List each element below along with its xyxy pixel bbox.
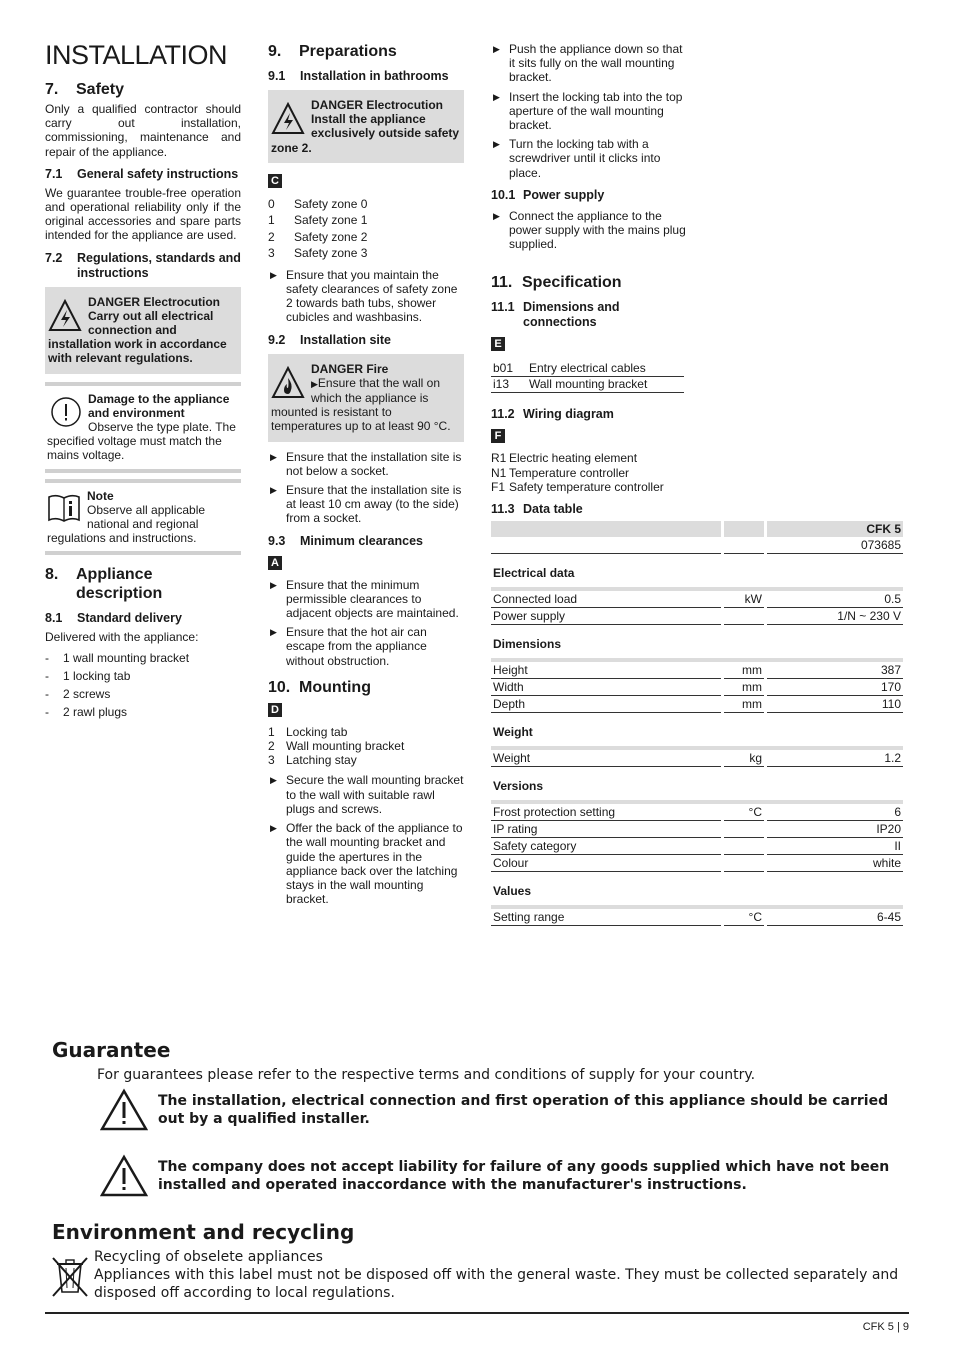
table-row bbox=[491, 909, 903, 926]
wiring-legend bbox=[491, 451, 686, 494]
dimensions-legend bbox=[491, 361, 684, 393]
danger-title: DANGER Electrocution bbox=[311, 98, 444, 112]
group-label: Electrical data bbox=[493, 566, 575, 581]
table-row bbox=[491, 679, 903, 696]
warning-row bbox=[52, 1158, 908, 1198]
row-value: 170 bbox=[767, 679, 903, 696]
list-item: F1 Safety temperature controller bbox=[491, 479, 664, 494]
section-10-1-heading: 10.1 Power supply bbox=[491, 187, 605, 202]
list-item: 2 Safety zone 2 bbox=[268, 229, 368, 244]
section-11-2-heading: 11.2 Wiring diagram bbox=[491, 407, 614, 422]
group-label: Weight bbox=[493, 725, 533, 740]
section-7-1-heading: 7.1 General safety instructions bbox=[45, 166, 239, 181]
list-item: ▶ Secure the wall mounting bracket to the wall with suitable rawl plugs and screws. bbox=[268, 773, 464, 816]
table-group-row bbox=[491, 767, 903, 796]
row-value: 110 bbox=[767, 696, 903, 713]
row-unit: kg bbox=[724, 750, 764, 767]
row-label: Colour bbox=[491, 855, 721, 872]
row-unit: mm bbox=[724, 696, 764, 713]
section-11-1-heading: 11.1 Dimensions and connections bbox=[491, 300, 620, 330]
group-divider bbox=[491, 654, 903, 662]
column-3 bbox=[491, 40, 901, 926]
table-row bbox=[491, 855, 903, 872]
row-label: Width bbox=[491, 679, 721, 696]
list-item: - 2 rawl plugs bbox=[45, 703, 241, 721]
warning-text: The company does not accept liability for failure of any goods supplied which have not been installed and operated inaccordance with the manufacturer's instructions. bbox=[158, 1159, 890, 1193]
danger-text: Carry out all electrical connection and installation work in accordance with relevant regulations. bbox=[48, 308, 227, 366]
note-text: Observe all applicable national and regional regulations and instructions. bbox=[47, 502, 206, 546]
group-divider bbox=[491, 742, 903, 750]
table-group-row bbox=[491, 554, 903, 583]
list-item: 3 Latching stay bbox=[268, 753, 357, 768]
recycling-block bbox=[52, 1248, 908, 1302]
danger-title: DANGER Electrocution bbox=[88, 294, 221, 309]
delivery-intro: Delivered with the appliance: bbox=[45, 630, 199, 645]
fire-warning-icon bbox=[271, 366, 305, 400]
data-table bbox=[488, 521, 906, 926]
row-label: Setting range bbox=[491, 909, 721, 926]
row-label: Depth bbox=[491, 696, 721, 713]
page-title: INSTALLATION bbox=[45, 40, 228, 70]
group-label: Versions bbox=[493, 779, 544, 794]
danger-electrocution-box bbox=[45, 287, 241, 374]
table-row bbox=[491, 696, 903, 713]
row-label: Weight bbox=[491, 750, 721, 767]
damage-box bbox=[45, 382, 241, 473]
list-item: ▶ Push the appliance down so that it sits fully on the wall mounting bracket. bbox=[491, 42, 686, 85]
row-label: Power supply bbox=[491, 608, 721, 625]
row-unit bbox=[724, 855, 764, 872]
section-9-1-heading: 9.1 Installation in bathrooms bbox=[268, 69, 449, 83]
page-footer: CFK 5 | 9 bbox=[862, 1321, 909, 1333]
table-header-row bbox=[491, 521, 903, 537]
warning-text: The installation, electrical connection and first operation of this appliance should be carried out by a qualified installer. bbox=[158, 1093, 889, 1127]
list-item: 1 Safety zone 1 bbox=[268, 213, 368, 228]
figure-tag-c: C bbox=[268, 174, 282, 188]
table-row bbox=[491, 804, 903, 821]
exclamation-circle-icon bbox=[50, 396, 82, 428]
list-item: 2 Wall mounting bracket bbox=[268, 739, 405, 754]
row-unit bbox=[724, 821, 764, 838]
section-11-3-heading: 11.3 Data table bbox=[491, 502, 583, 517]
danger-zone-box bbox=[268, 90, 464, 163]
danger-title: DANGER Fire bbox=[311, 361, 389, 376]
model-name: CFK 5 bbox=[767, 521, 903, 537]
column-1 bbox=[45, 40, 241, 725]
row-label: IP rating bbox=[491, 821, 721, 838]
row-value: II bbox=[767, 838, 903, 855]
row-value: 6-45 bbox=[767, 909, 903, 926]
table-row bbox=[491, 662, 903, 679]
manual-info-icon bbox=[47, 493, 81, 523]
list-item: 1 Locking tab bbox=[268, 724, 348, 739]
list-item: ▶ Ensure that the installation site is at least 10 cm away (to the side) from a socket. bbox=[268, 483, 464, 526]
group-divider bbox=[491, 901, 903, 909]
warning-row bbox=[52, 1092, 908, 1132]
delivery-list bbox=[45, 649, 241, 721]
list-item: ▶ Ensure that the minimum permissible clearances to adjacent objects are maintained. bbox=[268, 578, 464, 621]
danger-text: Ensure that the wall on which the appliance is mounted is resistant to temperatures up to at least 90 °C. bbox=[271, 375, 451, 434]
danger-text: Install the appliance exclusively outside safety zone 2. bbox=[271, 112, 460, 155]
list-item: ▶ Ensure that you maintain the safety clearances of safety zone 2 towards bath tubs, shower cubicles and washbasins. bbox=[268, 268, 464, 325]
row-value: 1/N ~ 230 V bbox=[767, 608, 903, 625]
list-item: ▶ Ensure that the installation site is not below a socket. bbox=[268, 450, 464, 478]
section-8-1-heading: 8.1 Standard delivery bbox=[45, 611, 182, 626]
general-safety-text: We guarantee trouble-free operation and operational reliability only if the original accessories and spare parts intended for the appliance are used. bbox=[45, 185, 241, 243]
site-instructions bbox=[268, 450, 464, 526]
list-item: ▶ Connect the appliance to the power supply with the mains plug supplied. bbox=[491, 209, 686, 252]
list-item: ▶ Ensure that the hot air can escape from the appliance without obstruction. bbox=[268, 625, 464, 668]
table-row bbox=[491, 608, 903, 625]
damage-title: Damage to the appliance and environment bbox=[88, 391, 230, 420]
table-row bbox=[491, 537, 903, 554]
list-item: 3 Safety zone 3 bbox=[268, 246, 368, 261]
power-instructions bbox=[491, 209, 686, 252]
safety-zone-list bbox=[268, 196, 464, 262]
list-item: R1 Electric heating element bbox=[491, 451, 638, 466]
environment-heading: Environment and recycling bbox=[52, 1220, 355, 1244]
table-group-row bbox=[491, 872, 903, 901]
row-label: Safety category bbox=[491, 838, 721, 855]
electric-warning-icon bbox=[48, 299, 82, 333]
row-unit: mm bbox=[724, 679, 764, 696]
section-9-3-heading: 9.3 Minimum clearances bbox=[268, 533, 423, 548]
figure-tag-a: A bbox=[268, 556, 282, 570]
guarantee-text: For guarantees please refer to the respective terms and conditions of supply for your country. bbox=[97, 1067, 756, 1083]
list-item: 0 Safety zone 0 bbox=[268, 196, 368, 211]
section-7-heading: 7. Safety bbox=[45, 81, 125, 98]
row-value: 6 bbox=[767, 804, 903, 821]
section-8-heading: 8. Appliance description bbox=[45, 566, 163, 603]
warning-triangle-icon bbox=[100, 1154, 148, 1198]
section-7-2-heading: 7.2 Regulations, standards and instructions bbox=[45, 250, 241, 280]
list-item: - 1 locking tab bbox=[45, 667, 241, 685]
row-label: Height bbox=[491, 662, 721, 679]
guarantee-section bbox=[52, 1038, 908, 1198]
mounting-steps bbox=[268, 773, 464, 906]
row-value: 387 bbox=[767, 662, 903, 679]
recycling-subtitle: Recycling of obselete appliances bbox=[94, 1249, 323, 1265]
electric-warning-icon bbox=[271, 102, 305, 136]
damage-text: Observe the type plate. The specified voltage must match the mains voltage. bbox=[47, 420, 236, 463]
zone-instructions bbox=[268, 268, 464, 325]
section-10-heading: 10. Mounting bbox=[268, 678, 371, 696]
table-group-row bbox=[491, 713, 903, 742]
row-unit bbox=[724, 838, 764, 855]
list-item: N1 Temperature controller bbox=[491, 465, 630, 480]
table-row bbox=[491, 821, 903, 838]
row-value: white bbox=[767, 855, 903, 872]
footer-rule bbox=[45, 1312, 909, 1314]
table-row: i13 Wall mounting bracket bbox=[491, 377, 684, 393]
figure-tag-d: D bbox=[268, 703, 282, 717]
row-unit bbox=[724, 608, 764, 625]
row-unit: mm bbox=[724, 662, 764, 679]
crossed-bin-icon bbox=[50, 1254, 90, 1298]
row-value: 1.2 bbox=[767, 750, 903, 767]
figure-tag-e: E bbox=[491, 337, 505, 351]
list-item: - 2 screws bbox=[45, 685, 241, 703]
table-row bbox=[491, 750, 903, 767]
mounting-steps-continued bbox=[491, 42, 686, 180]
section-9-heading: 9. Preparations bbox=[268, 43, 397, 60]
list-item: - 1 wall mounting bracket bbox=[45, 649, 241, 667]
recycling-text: Appliances with this label must not be disposed off with the general waste. They must be collected separately and disposed off according to local regulations. bbox=[94, 1267, 899, 1301]
list-item: ▶ Offer the back of the appliance to the wall mounting bracket and guide the apertures in the appliance back over the latching stays in the wall mounting bracket. bbox=[268, 821, 464, 906]
section-11-heading: 11. Specification bbox=[491, 274, 622, 292]
clearance-instructions bbox=[268, 578, 464, 668]
row-unit: °C bbox=[724, 804, 764, 821]
table-row: b01 Entry electrical cables bbox=[491, 361, 684, 377]
note-title: Note bbox=[87, 488, 114, 503]
row-unit: °C bbox=[724, 909, 764, 926]
group-divider bbox=[491, 583, 903, 591]
row-value: IP20 bbox=[767, 821, 903, 838]
warning-triangle-icon bbox=[100, 1088, 148, 1132]
row-unit: kW bbox=[724, 591, 764, 608]
row-value: 0.5 bbox=[767, 591, 903, 608]
group-divider bbox=[491, 796, 903, 804]
danger-fire-box: DANGER Fire ▶Ensure that the wall on which the appliance is mounted is resistant to temperatures up to at least 90 °C. bbox=[268, 354, 464, 442]
group-label: Values bbox=[493, 884, 532, 899]
figure-tag-f: F bbox=[491, 429, 505, 443]
section-9-2-heading: 9.2 Installation site bbox=[268, 332, 391, 347]
model-code: 073685 bbox=[767, 537, 903, 554]
table-group-row bbox=[491, 625, 903, 654]
environment-section bbox=[52, 1220, 908, 1302]
safety-intro: Only a qualified contractor should carry out installation, commissioning, maintenance and repair of the appliance. bbox=[45, 102, 241, 159]
row-label: Frost protection setting bbox=[491, 804, 721, 821]
list-item: ▶ Insert the locking tab into the top aperture of the wall mounting bracket. bbox=[491, 90, 686, 133]
list-item: ▶ Turn the locking tab with a screwdriver until it clicks into place. bbox=[491, 137, 686, 180]
guarantee-heading: Guarantee bbox=[52, 1038, 171, 1062]
table-row bbox=[491, 838, 903, 855]
table-row bbox=[491, 591, 903, 608]
mounting-parts-list bbox=[268, 725, 464, 768]
row-label: Connected load bbox=[491, 591, 721, 608]
column-2 bbox=[268, 40, 464, 912]
note-box bbox=[45, 479, 241, 556]
group-label: Dimensions bbox=[493, 637, 562, 652]
